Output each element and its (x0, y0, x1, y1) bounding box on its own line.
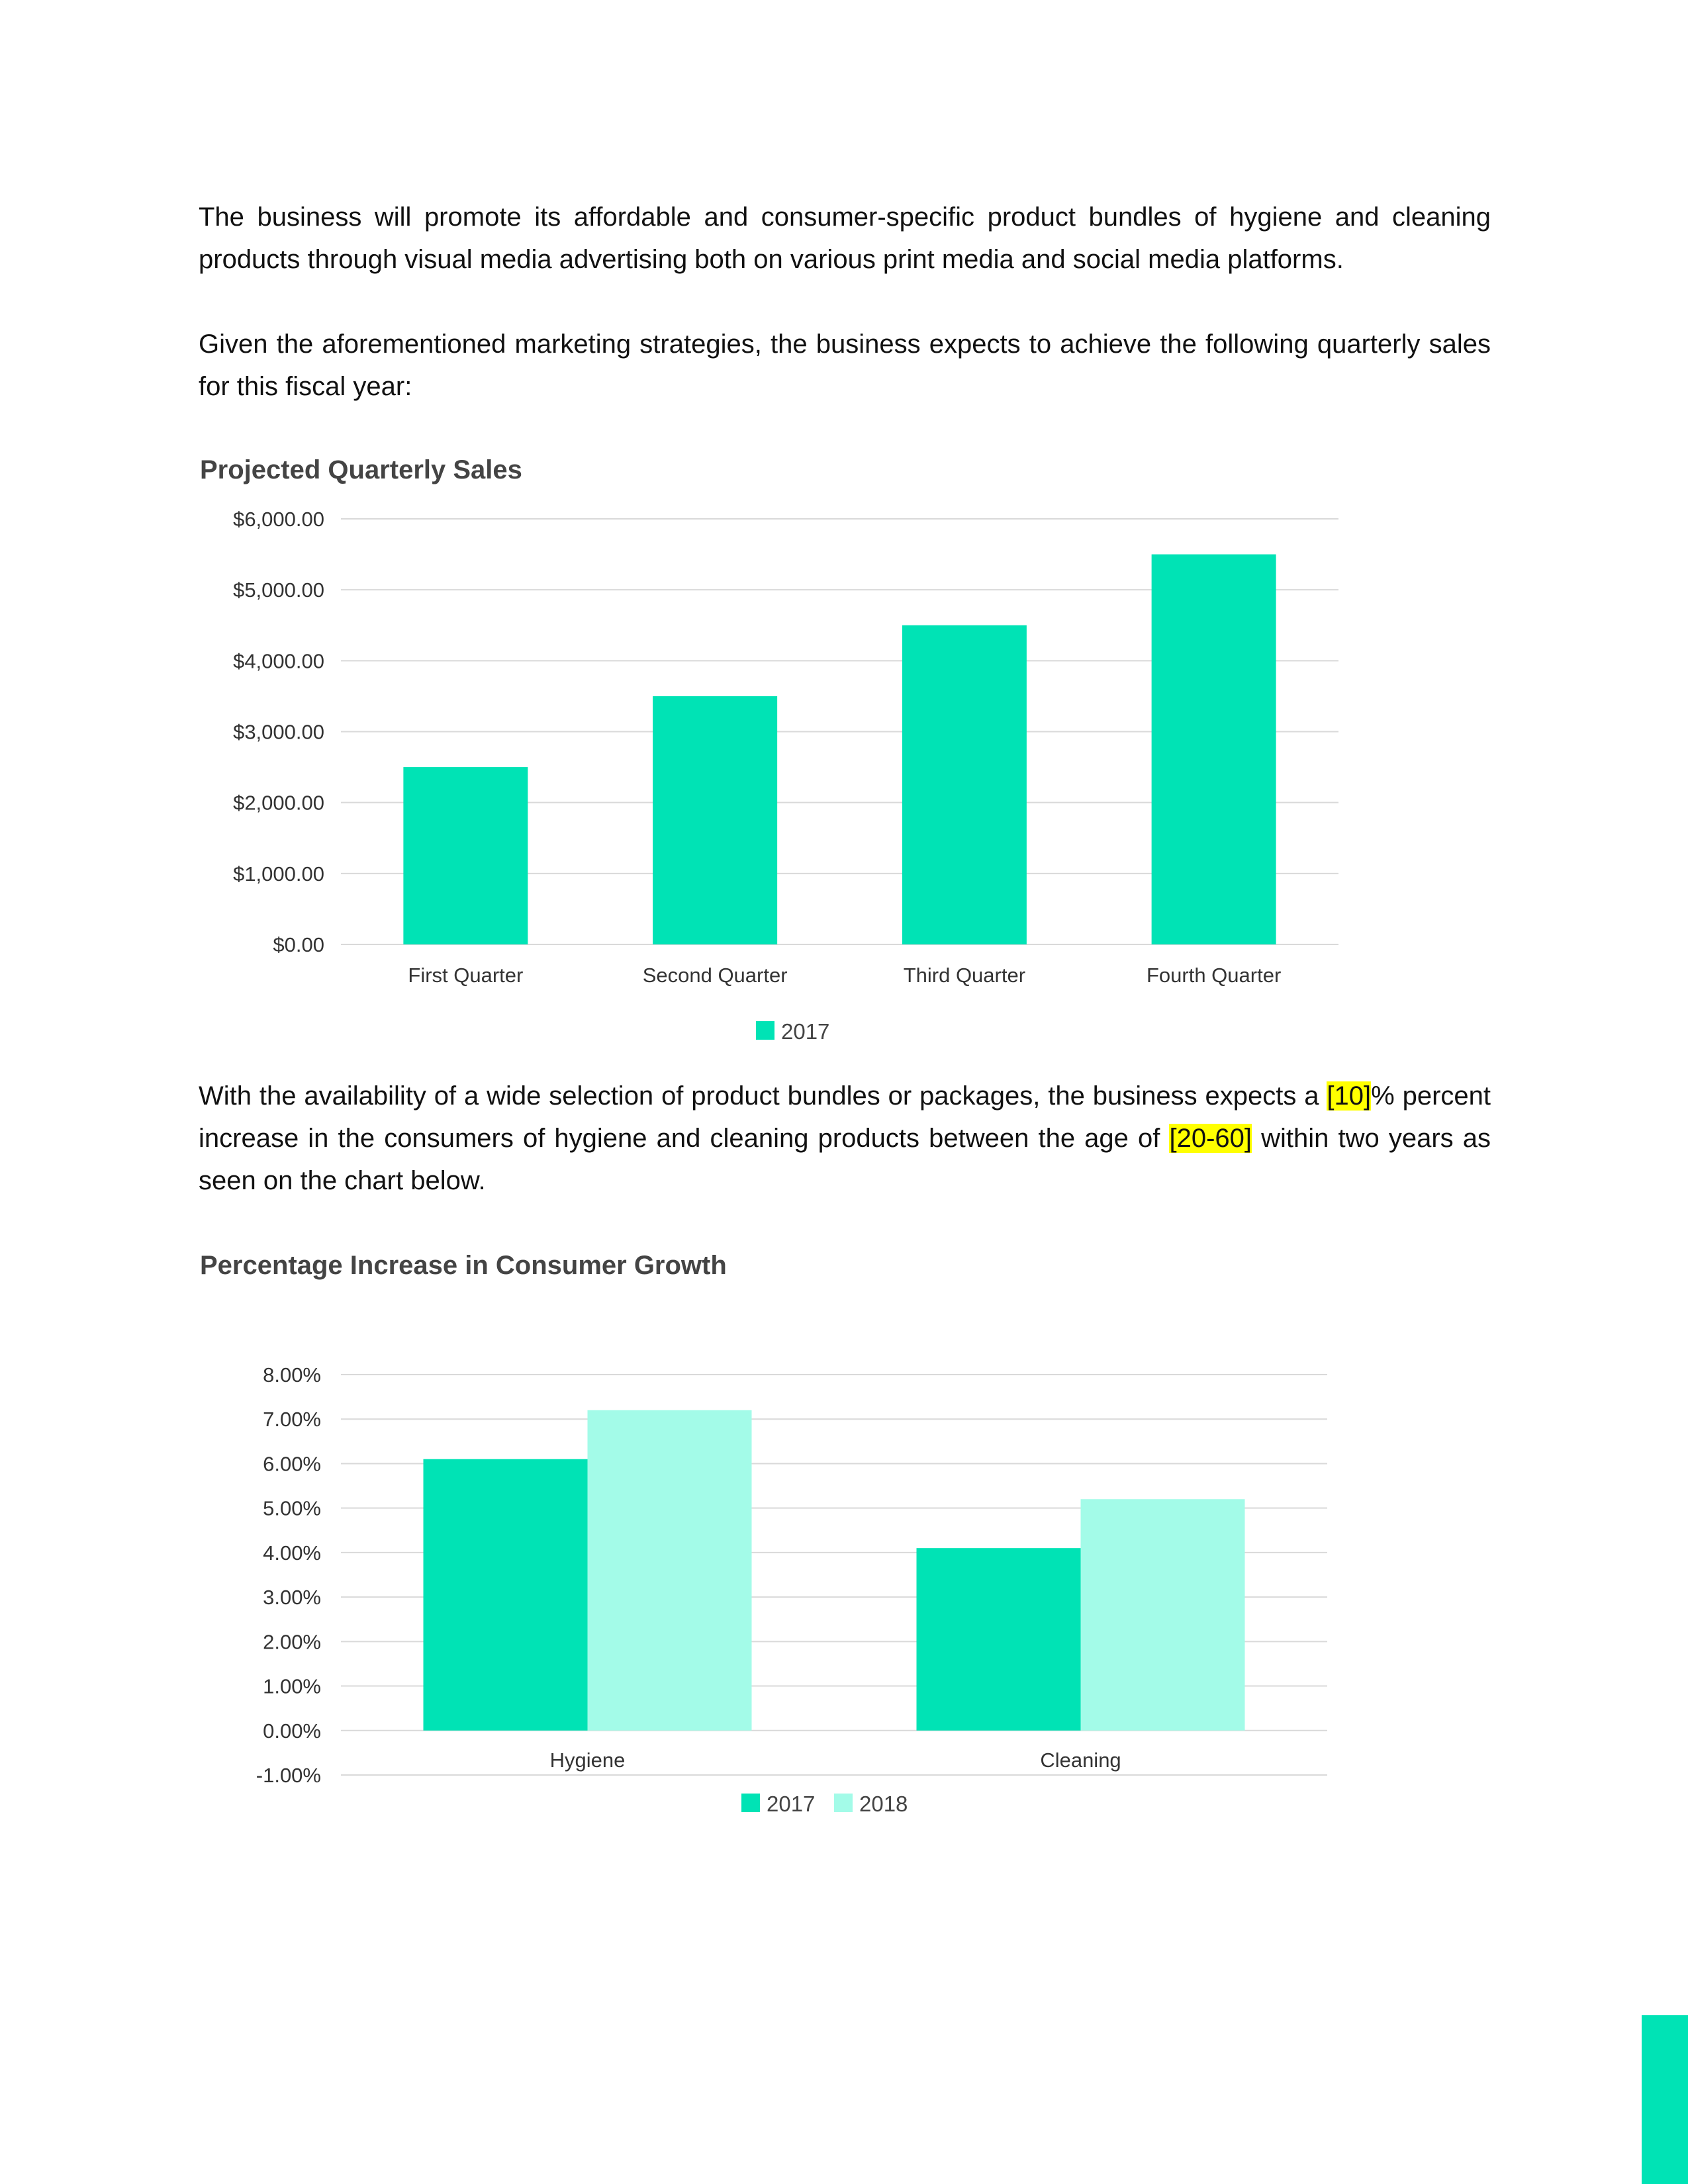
legend-label: 2017 (767, 1792, 816, 1816)
bar (588, 1410, 752, 1731)
strategy-paragraph: Given the aforementioned marketing strategies, the business expects to achieve the following quarterly sales for this fiscal year: (199, 330, 1491, 401)
y-tick-label: 3.00% (263, 1586, 321, 1610)
y-tick-label: $5,000.00 (233, 578, 324, 602)
y-tick-label: $1,000.00 (233, 862, 324, 886)
y-tick-label: 0.00% (263, 1719, 321, 1743)
y-tick-label: 2.00% (263, 1630, 321, 1654)
legend-swatch (741, 1794, 760, 1812)
y-tick-label: 4.00% (263, 1541, 321, 1565)
page-accent-bar (1642, 2015, 1688, 2184)
growth-text-part2: % percent increase in the consumers of hygiene and cleaning products between the age of (199, 1081, 1491, 1153)
x-category-label: Hygiene (549, 1749, 626, 1772)
y-tick-label: 5.00% (263, 1496, 321, 1520)
legend-label: 2017 (781, 1019, 830, 1044)
growth-text-part1: With the availability of a wide selection of product bundles or packages, the business expects a (199, 1081, 1327, 1111)
highlight-age-range: [20-60] (1169, 1124, 1252, 1153)
y-tick-label: 7.00% (263, 1408, 321, 1432)
y-tick-label: 1.00% (263, 1674, 321, 1698)
y-tick-label: $3,000.00 (233, 720, 324, 744)
growth-chart-title: Percentage Increase in Consumer Growth (200, 1251, 727, 1280)
x-category-label: First Quarter (408, 964, 524, 987)
x-category-label: Second Quarter (642, 964, 788, 987)
bar (917, 1548, 1081, 1731)
x-category-label: Cleaning (1040, 1749, 1121, 1772)
bar (424, 1459, 588, 1731)
x-category-label: Third Quarter (903, 964, 1026, 987)
legend-label: 2018 (859, 1792, 908, 1816)
growth-text-part3: within two years as seen on the chart below. (199, 1124, 1491, 1195)
x-category-label: Fourth Quarter (1146, 964, 1282, 987)
y-tick-label: $4,000.00 (233, 649, 324, 673)
y-tick-label: $2,000.00 (233, 791, 324, 815)
y-tick-label: $6,000.00 (233, 508, 324, 531)
y-tick-label: 8.00% (263, 1363, 321, 1387)
sales-chart-title: Projected Quarterly Sales (200, 455, 522, 484)
highlight-percentage: [10] (1327, 1081, 1372, 1111)
y-tick-label: $0.00 (273, 933, 324, 956)
intro-paragraph: The business will promote its affordable and consumer-specific product bundles of hygiene and cleaning products through visual media advertising both on various print media and social media platforms. (199, 203, 1491, 274)
bar (1081, 1499, 1245, 1731)
legend-swatch (834, 1794, 853, 1812)
y-tick-label: -1.00% (256, 1764, 321, 1787)
y-tick-label: 6.00% (263, 1452, 321, 1476)
